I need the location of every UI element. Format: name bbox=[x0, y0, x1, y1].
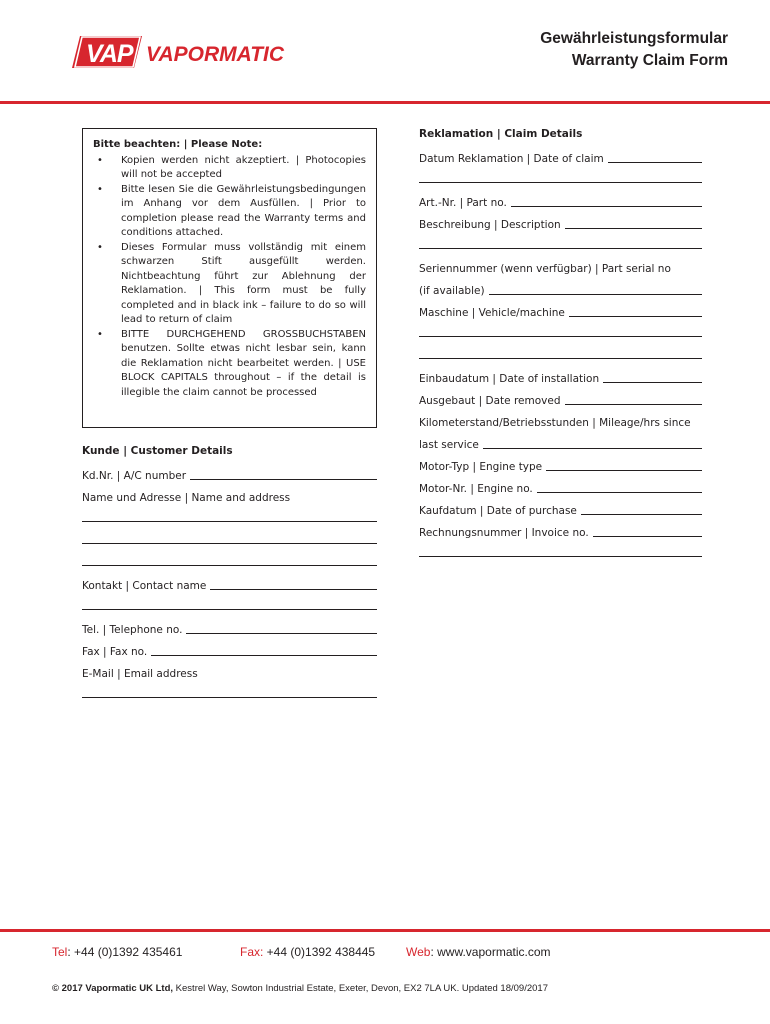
mileage-label: Kilometerstand/Betriebsstunden | Mileage/hrs since bbox=[419, 417, 691, 429]
note-item: • Dieses Formular muss vollständig mit einem schwarzen Stift ausgefüllt werden. Nichtbeachtung führt zur Ablehnung der Reklamation. | This form must be fully completed and in black ink – failure to do so will lead to return of claim bbox=[93, 241, 366, 328]
invoice-number-label: Rechnungsnummer | Invoice no. bbox=[419, 527, 589, 539]
invoice-number-field[interactable] bbox=[419, 523, 702, 539]
name-address-line[interactable] bbox=[82, 565, 377, 566]
footer-fax: Fax: +44 (0)1392 438445 bbox=[240, 945, 376, 959]
header-divider bbox=[0, 101, 770, 104]
footer-contact bbox=[52, 945, 732, 963]
contact-name-line[interactable] bbox=[82, 609, 377, 610]
description-line[interactable] bbox=[419, 248, 702, 249]
company-address: Kestrel Way, Sowton Industrial Estate, Exeter, Devon, EX2 7LA UK. Updated 18/09/2017 bbox=[173, 983, 548, 994]
note-item: • Kopien werden nicht akzeptiert. | Photocopies will not be accepted bbox=[93, 154, 366, 183]
description-field[interactable] bbox=[419, 215, 702, 231]
claim-details-title: Reklamation | Claim Details bbox=[419, 128, 583, 140]
engine-type-label: Motor-Typ | Engine type bbox=[419, 461, 543, 473]
footer-web[interactable]: Web: www.vapormatic.com bbox=[406, 945, 551, 959]
serial-number-field[interactable] bbox=[419, 259, 702, 275]
note-list bbox=[93, 154, 366, 401]
note-item: • BITTE DURCHGEHEND GROSSBUCHSTABEN benutzen. Sollte etwas nicht lesbar sein, kann die Reklamation nicht bearbeitet werden. | USE BLOCK CAPITALS throughout – if the detail is illegible the claim cannot be processed bbox=[93, 328, 366, 401]
telephone-field[interactable] bbox=[82, 620, 377, 636]
serial-number-label-cont: (if available) bbox=[419, 285, 485, 297]
account-number-label: Kd.Nr. | A/C number bbox=[82, 470, 187, 482]
date-of-claim-label: Datum Reklamation | Date of claim bbox=[419, 153, 604, 165]
footer-divider bbox=[0, 929, 770, 932]
form-title bbox=[540, 28, 728, 72]
mileage-field-line[interactable] bbox=[419, 435, 702, 451]
vap-logo-mark-icon bbox=[70, 34, 302, 70]
account-number-field[interactable] bbox=[82, 466, 377, 482]
engine-type-field[interactable] bbox=[419, 457, 702, 473]
email-label: E-Mail | Email address bbox=[82, 668, 198, 680]
engine-number-field[interactable] bbox=[419, 479, 702, 495]
contact-name-label: Kontakt | Contact name bbox=[82, 580, 207, 592]
installation-date-label: Einbaudatum | Date of installation bbox=[419, 373, 600, 385]
form-title-de: Gewährleistungsformular bbox=[540, 30, 728, 47]
description-label: Beschreibung | Description bbox=[419, 219, 561, 231]
svg-text:VAP: VAP bbox=[86, 40, 133, 68]
vapormatic-logo bbox=[70, 34, 302, 70]
date-of-claim-line[interactable] bbox=[419, 182, 702, 183]
date-of-claim-field[interactable] bbox=[419, 149, 702, 165]
footer-legal bbox=[52, 983, 548, 994]
email-line[interactable] bbox=[82, 697, 377, 698]
fax-field[interactable] bbox=[82, 642, 377, 658]
name-address-line[interactable] bbox=[82, 543, 377, 544]
name-address-line[interactable] bbox=[82, 521, 377, 522]
purchase-date-field[interactable] bbox=[419, 501, 702, 517]
note-item: • Bitte lesen Sie die Gewährleistungsbedingungen im Anhang vor dem Ausfüllen. | Prior to completion please read the Warranty terms and conditions attached. bbox=[93, 183, 366, 241]
name-address-field[interactable] bbox=[82, 488, 377, 504]
serial-number-label: Seriennummer (wenn verfügbar) | Part serial no bbox=[419, 263, 671, 275]
installation-date-field[interactable] bbox=[419, 369, 702, 385]
vehicle-machine-field[interactable] bbox=[419, 303, 702, 319]
invoice-number-line[interactable] bbox=[419, 556, 702, 557]
part-number-label: Art.-Nr. | Part no. bbox=[419, 197, 507, 209]
purchase-date-label: Kaufdatum | Date of purchase bbox=[419, 505, 577, 517]
note-title: Bitte beachten: | Please Note: bbox=[93, 139, 263, 150]
footer-telephone: Tel: +44 (0)1392 435461 bbox=[52, 945, 183, 959]
please-note-box bbox=[82, 128, 377, 428]
vehicle-machine-label: Maschine | Vehicle/machine bbox=[419, 307, 565, 319]
copyright-text: © 2017 Vapormatic UK Ltd, bbox=[52, 983, 174, 994]
date-removed-field[interactable] bbox=[419, 391, 702, 407]
vehicle-machine-line[interactable] bbox=[419, 358, 702, 359]
mileage-label-cont: last service bbox=[419, 439, 479, 451]
customer-details-title: Kunde | Customer Details bbox=[82, 445, 233, 457]
mileage-field[interactable] bbox=[419, 413, 702, 429]
part-number-field[interactable] bbox=[419, 193, 702, 209]
vehicle-machine-line[interactable] bbox=[419, 336, 702, 337]
email-field[interactable] bbox=[82, 664, 377, 680]
fax-label: Fax | Fax no. bbox=[82, 646, 148, 658]
serial-number-field-line[interactable] bbox=[419, 281, 702, 297]
engine-number-label: Motor-Nr. | Engine no. bbox=[419, 483, 533, 495]
name-address-label: Name und Adresse | Name and address bbox=[82, 492, 291, 504]
contact-name-field[interactable] bbox=[82, 576, 377, 592]
telephone-label: Tel. | Telephone no. bbox=[82, 624, 183, 636]
date-removed-label: Ausgebaut | Date removed bbox=[419, 395, 561, 407]
form-title-en: Warranty Claim Form bbox=[571, 52, 728, 69]
svg-text:VAPORMATIC: VAPORMATIC bbox=[146, 43, 285, 66]
